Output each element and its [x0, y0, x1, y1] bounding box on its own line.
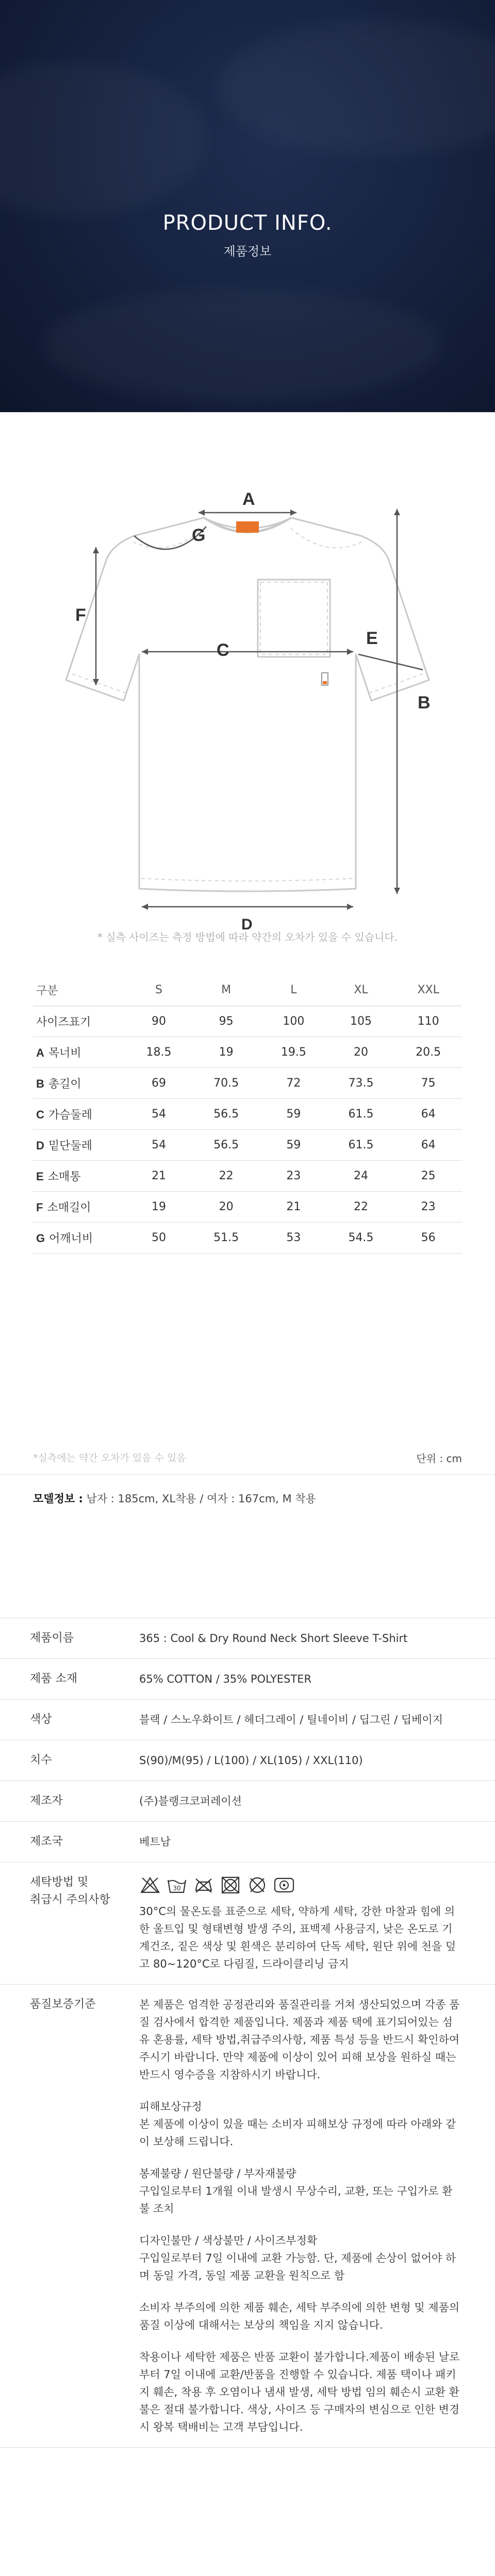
size-cell: 64	[394, 1130, 462, 1161]
size-cell: 72	[260, 1068, 327, 1099]
size-cell: 100	[260, 1006, 327, 1037]
row-label-text: 어깨너비	[49, 1232, 93, 1245]
measure-label-a: A	[242, 489, 255, 509]
no-tumble-dry-icon	[220, 1876, 241, 1894]
size-col-header: S	[125, 974, 193, 1006]
row-label-text: 총길이	[48, 1078, 81, 1091]
size-cell: 54.5	[327, 1223, 395, 1253]
row-label	[33, 1161, 125, 1192]
tshirt-stitching	[72, 527, 423, 881]
size-cell: 22	[327, 1192, 395, 1223]
warranty-section	[139, 2098, 461, 2150]
info-row-country	[0, 1821, 495, 1862]
info-value: 블랙 / 스노우화이트 / 헤더그레이 / 틸네이비 / 딥그린 / 딥베이지	[139, 1714, 443, 1726]
info-key: 제품 소재	[30, 1672, 78, 1685]
info-value: S(90)/M(95) / L(100) / XL(105) / XXL(110)	[139, 1754, 363, 1767]
model-info-text: 남자 : 185cm, XL착용 / 여자 : 167cm, M 착용	[86, 1493, 316, 1505]
info-value	[139, 1985, 495, 2447]
measure-label-c: C	[217, 640, 229, 660]
size-cell: 20	[192, 1192, 260, 1223]
size-cell: 64	[394, 1099, 462, 1130]
size-cell: 59	[260, 1130, 327, 1161]
warranty-paragraph: 본 제품은 엄격한 공정관리와 품질관리를 거쳐 생산되었으며 각종 품질 검사에서 합격한 제품입니다. 제품과 제품 택에 표기되어있는 섬유 혼용률, 세탁 방법,취급주의사항, 제품 특성 등을 반드시 확인하여 주시기 바랍니다. 만약 제품에 이상이 있어 피해 보상을 원하실 때는 반드시 영수증을 지참하시기 바랍니다.	[139, 1998, 460, 2081]
info-row-care	[0, 1862, 495, 1984]
info-value: 365 : Cool & Dry Round Neck Short Sleeve T-Shirt	[139, 1632, 408, 1645]
size-cell: 54	[125, 1099, 193, 1130]
size-cell: 105	[327, 1006, 395, 1037]
warranty-section	[139, 2165, 461, 2217]
size-cell: 54	[125, 1130, 193, 1161]
size-table-row	[33, 1192, 462, 1223]
size-table-body	[33, 1006, 462, 1253]
warranty-section-title: 디자인불만 / 색상불만 / 사이즈부정확	[139, 2234, 318, 2247]
size-cell: 73.5	[327, 1068, 395, 1099]
size-table-row	[33, 1068, 462, 1099]
size-cell: 59	[260, 1099, 327, 1130]
fabric-fold	[0, 62, 206, 216]
size-cell: 20.5	[394, 1037, 462, 1068]
size-col-header: XXL	[394, 974, 462, 1006]
size-cell: 23	[260, 1161, 327, 1192]
warranty-section-text: 구입일로부터 7일 이내에 교환 가능함. 단, 제품에 손상이 없어야 하며 동일 가격, 동일 제품 교환을 원칙으로 함	[139, 2252, 456, 2282]
size-table-row	[33, 1130, 462, 1161]
care-icons	[139, 1876, 461, 1894]
info-key: 치수	[30, 1754, 52, 1767]
neck-label	[236, 521, 259, 533]
size-table-row	[33, 1037, 462, 1068]
info-value: (주)블랭크코퍼레이션	[139, 1795, 242, 1807]
table-note: *실측에는 약간 오차가 있을 수 있음	[33, 1452, 186, 1464]
size-cell: 61.5	[327, 1099, 395, 1130]
svg-text:30: 30	[173, 1885, 181, 1892]
row-label	[33, 1006, 125, 1037]
warranty-paragraph: 착용이나 세탁한 제품은 반품 교환이 불가합니다.제품이 배송된 날로부터 7일 이내에 교환/반품을 진행할 수 있습니다. 제품 택이나 패키지 훼손, 착용 후 오염이나 냄새 발생, 세탁 방법 임의 훼손시 교환 환불은 절대 불가합니다. 색상, 사이즈 등 구매자의 변심으로 인한 변경 시 왕복 택배비는 고객 부담입니다.	[139, 2351, 460, 2433]
size-cell: 50	[125, 1223, 193, 1253]
dry-clean-icon	[273, 1876, 295, 1894]
size-cell: 95	[192, 1006, 260, 1037]
size-cell: 24	[327, 1161, 395, 1192]
size-cell: 51.5	[192, 1223, 260, 1253]
pocket-outline	[258, 580, 330, 657]
info-row-warranty	[0, 1984, 495, 2448]
care-text: 30°C의 물온도를 표준으로 세탁, 약하게 세탁, 강한 마찰과 힘에 의한 울트입 및 형태변형 발생 주의, 표백제 사용금지, 낮은 온도로 기계건조, 짙은 색상 및 흰색은 분리하여 단독 세탁, 원단 위에 천을 덮고 80~120°C로 다림질, 드라이클리닝 금지	[139, 1905, 456, 1970]
row-label-text: 소매통	[47, 1171, 81, 1183]
size-diagram	[0, 412, 495, 933]
size-cell: 75	[394, 1068, 462, 1099]
row-label-text: 소매길이	[47, 1201, 91, 1214]
size-cell: 56	[394, 1223, 462, 1253]
info-row-name	[0, 1618, 495, 1658]
info-key: 품질보증기준	[30, 1998, 96, 2011]
row-letter: B	[36, 1077, 44, 1090]
info-key: 색상	[30, 1713, 52, 1726]
row-label	[33, 1099, 125, 1130]
tshirt-outline	[66, 518, 429, 891]
info-key: 제품이름	[30, 1632, 74, 1645]
info-key-line: 취급시 주의사항	[30, 1893, 110, 1906]
size-col-header: L	[260, 974, 327, 1006]
model-info	[0, 1475, 495, 1506]
hero-banner	[0, 0, 495, 412]
row-letter: G	[36, 1232, 45, 1245]
info-key: 제조국	[30, 1835, 63, 1848]
size-col-header: M	[192, 974, 260, 1006]
model-info-label: 모델정보 :	[33, 1493, 83, 1505]
size-cell: 110	[394, 1006, 462, 1037]
product-info-table	[0, 1618, 495, 2448]
info-value: 65% COTTON / 35% POLYESTER	[139, 1673, 312, 1685]
size-cell: 56.5	[192, 1130, 260, 1161]
size-cell: 25	[394, 1161, 462, 1192]
table-unit: 단위 : cm	[416, 1452, 462, 1465]
row-label	[33, 1130, 125, 1161]
wash-30-icon	[166, 1876, 188, 1894]
warranty-section-title: 피해보상규정	[139, 2100, 202, 2113]
row-letter: A	[36, 1046, 44, 1059]
measure-lines	[96, 509, 423, 907]
size-cell: 18.5	[125, 1037, 193, 1068]
info-row-maker	[0, 1781, 495, 1821]
row-label-text: 사이즈표기	[36, 1016, 91, 1029]
measure-label-e: E	[366, 629, 378, 648]
row-letter: E	[36, 1170, 44, 1183]
side-tag-mark	[323, 681, 327, 684]
row-label	[33, 1223, 125, 1253]
fabric-fold	[217, 21, 495, 155]
size-cell: 61.5	[327, 1130, 395, 1161]
size-cell: 19.5	[260, 1037, 327, 1068]
size-cell: 19	[192, 1037, 260, 1068]
size-table	[33, 974, 462, 1253]
size-cell: 70.5	[192, 1068, 260, 1099]
row-label	[33, 1068, 125, 1099]
row-label-text: 가슴둘레	[48, 1109, 92, 1122]
warranty-paragraph: 소비자 부주의에 의한 제품 훼손, 세탁 부주의에 의한 변형 및 제품의 품질 이상에 대해서는 보상의 책임을 지지 않습니다.	[139, 2301, 460, 2331]
size-cell: 53	[260, 1223, 327, 1253]
size-cell: 69	[125, 1068, 193, 1099]
warranty-section-text: 본 제품에 이상이 있을 때는 소비자 피해보상 규정에 따라 아래와 같이 보상해 드립니다.	[139, 2118, 456, 2148]
info-key	[0, 1862, 139, 1984]
size-cell: 56.5	[192, 1099, 260, 1130]
info-value	[139, 1862, 495, 1984]
info-key-line: 세탁방법 및	[30, 1876, 89, 1889]
size-cell: 19	[125, 1192, 193, 1223]
size-cell: 23	[394, 1192, 462, 1223]
size-table-row	[33, 1006, 462, 1037]
size-cell: 20	[327, 1037, 395, 1068]
size-table-row	[33, 1223, 462, 1253]
row-label	[33, 1192, 125, 1223]
size-table-row	[33, 1161, 462, 1192]
hero-subtitle: 제품정보	[223, 244, 272, 259]
info-row-size	[0, 1740, 495, 1781]
measure-label-f: F	[75, 605, 86, 625]
row-letter: D	[36, 1139, 44, 1152]
no-dry-clean-icon	[246, 1876, 268, 1894]
size-table-header	[33, 974, 462, 1006]
fabric-fold	[41, 289, 443, 402]
warranty-section-text: 구입일로부터 1개월 이내 발생시 무상수리, 교환, 또는 구입가로 환불 조치	[139, 2185, 453, 2215]
size-cell: 21	[260, 1192, 327, 1223]
measure-label-b: B	[418, 693, 431, 713]
size-col-header: XL	[327, 974, 395, 1006]
info-value: 베트남	[139, 1836, 171, 1848]
diagram-note: * 실측 사이즈는 측정 방법에 따라 약간의 오차가 있을 수 있습니다.	[97, 931, 398, 943]
measure-label-g: G	[192, 526, 206, 545]
row-label-text: 밑단둘레	[48, 1140, 92, 1153]
size-table-row	[33, 1099, 462, 1130]
row-letter: C	[36, 1108, 44, 1121]
hero-title: PRODUCT INFO.	[162, 211, 333, 235]
warranty-section-title: 봉제불량 / 원단불량 / 부자재불량	[139, 2167, 296, 2180]
header-label: 구분	[33, 974, 125, 1006]
row-label	[33, 1037, 125, 1068]
no-bleach-icon	[139, 1876, 161, 1894]
size-cell: 22	[192, 1161, 260, 1192]
size-cell: 90	[125, 1006, 193, 1037]
info-key: 제조자	[30, 1794, 63, 1807]
info-row-color	[0, 1699, 495, 1740]
info-row-material	[0, 1658, 495, 1699]
warranty-section	[139, 2232, 461, 2284]
row-letter: F	[36, 1201, 43, 1214]
size-cell: 21	[125, 1161, 193, 1192]
no-iron-icon	[193, 1876, 214, 1894]
row-label-text: 목너비	[48, 1047, 81, 1060]
measure-label-d: D	[241, 916, 253, 933]
